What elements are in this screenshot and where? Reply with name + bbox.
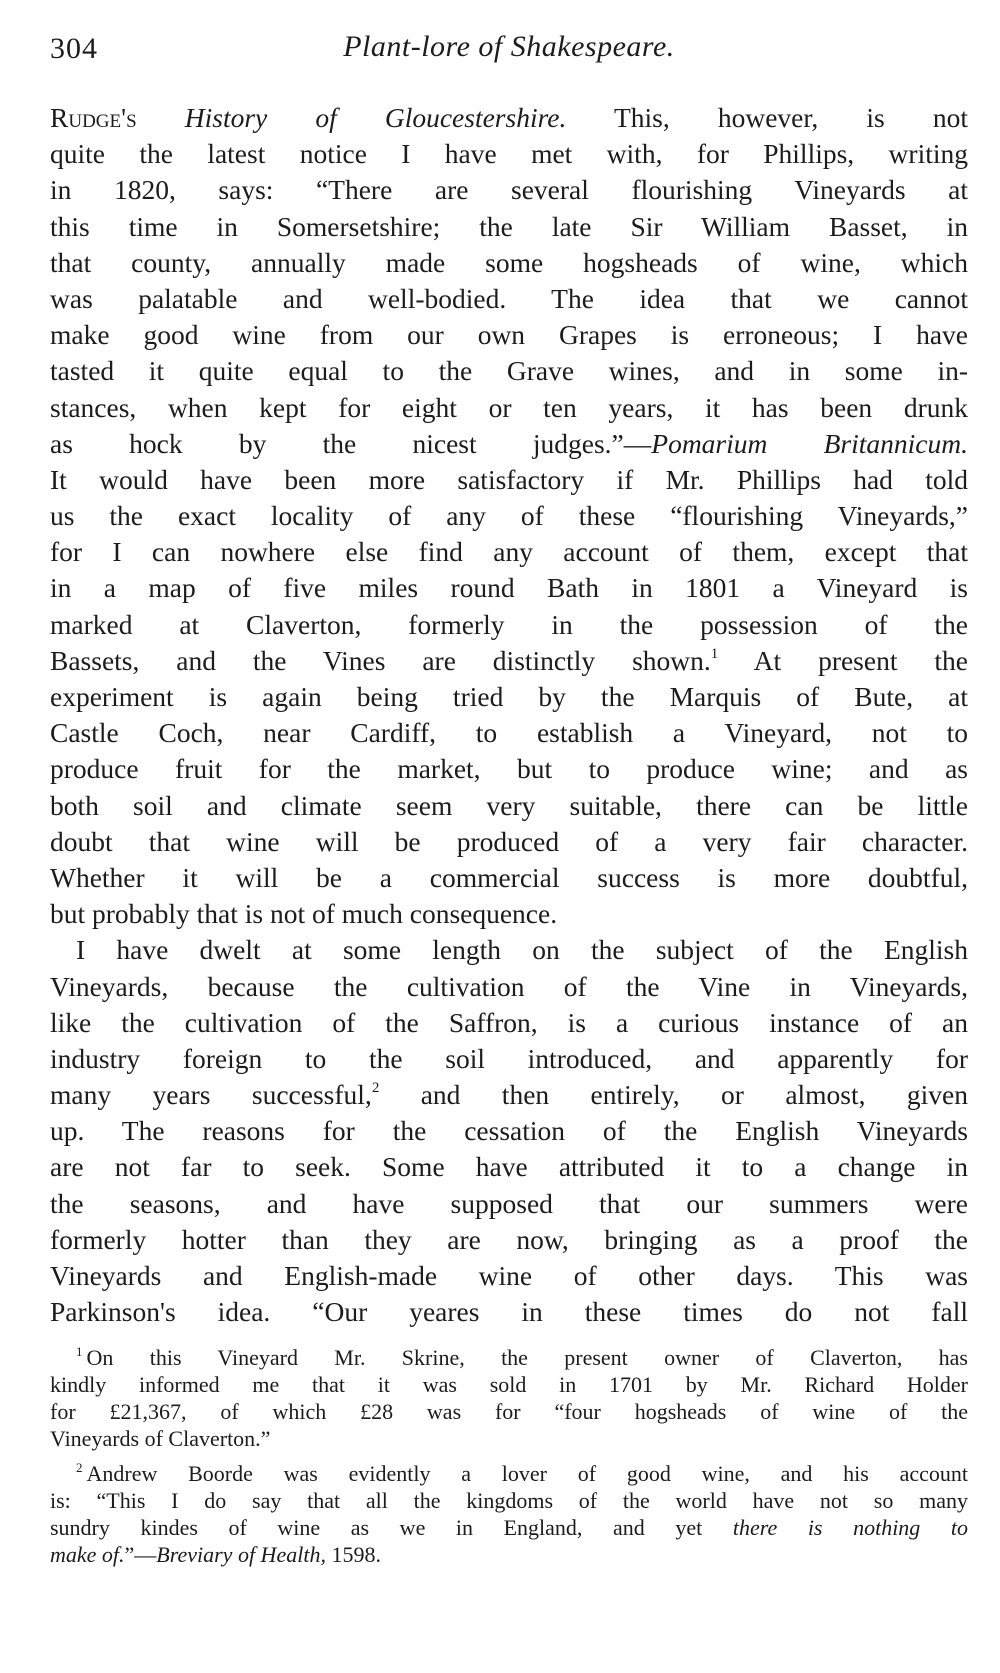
text-line: experiment is again being tried by the Marquis of Bute, at (50, 681, 968, 712)
footnote-line: $^1$ On this Vineyard Mr. Skrine, the present owner of Claverton, has (76, 1344, 968, 1371)
text-line: Castle Coch, near Cardiff, to establish a Vineyard, not to (50, 717, 968, 749)
text-line: was palatable and well-bodied. The idea that we cannot (50, 282, 968, 314)
text-line: many years successful,$^2$ and then entirely, or almost, given (50, 1079, 969, 1111)
running-head (50, 30, 968, 82)
text-line: doubt that wine will be produced of a very fair character. (50, 825, 968, 857)
running-title: Plant-lore of Shakespeare. (343, 30, 675, 63)
text-line: in 1820, says: “There are several flourishing Vineyards at (50, 174, 968, 206)
footnote-line: for £21,367, of which £28 was for “four hogsheads of wine of the (50, 1399, 968, 1425)
text-line: this time in Somersetshire; the late Sir William Basset, in (50, 210, 968, 242)
footnote-mark: 1 (76, 1344, 83, 1360)
book-title: Pomarium Britannicum. (651, 427, 968, 459)
paragraph-2 (50, 932, 968, 1330)
author-name: Rudge's (50, 102, 137, 133)
footnote-line: $^2$ Andrew Boorde was evidently a lover of good wine, and his account (76, 1460, 968, 1487)
text-line: industry foreign to the soil introduced, and apparently for (50, 1042, 968, 1074)
footnote-ref-2: 2 (371, 1080, 380, 1097)
text-line: are not far to seek. Some have attributed it to a change in (50, 1151, 968, 1183)
text-line: Bassets, and the Vines are distinctly shown.$^1$ At present the (50, 644, 968, 676)
text-line: up. The reasons for the cessation of the English Vineyards (50, 1115, 968, 1147)
footnote-2 (50, 1460, 968, 1568)
text-line: for I can nowhere else find any account of them, except that (50, 536, 968, 568)
paragraph-1 (50, 100, 968, 932)
text-line: formerly hotter than they are now, bringing as a proof the (50, 1223, 968, 1255)
text-line: I have dwelt at some length on the subject of the English (76, 934, 968, 966)
text-line: that county, annually made some hogsheads of wine, which (50, 246, 968, 278)
book-title: Breviary of Health, (156, 1542, 326, 1568)
footnote-mark: 2 (76, 1460, 83, 1476)
footnotes (50, 1344, 968, 1568)
footnote-line: Vineyards of Claverton.” (50, 1426, 271, 1452)
text-line: but probably that is not of much consequence. (50, 898, 558, 930)
footnote-line: is: “This I do say that all the kingdoms of the world have not so many (50, 1488, 968, 1514)
text-line: Rudge's History of Gloucestershire. This, however, is not (50, 102, 968, 133)
text-line: Parkinson's idea. “Our yeares in these times do not fall (50, 1296, 968, 1328)
text-line: It would have been more satisfactory if Mr. Phillips had told (50, 463, 968, 495)
text-line: marked at Claverton, formerly in the possession of the (50, 608, 968, 640)
footnote-ref-1: 1 (710, 645, 719, 662)
text-line: quite the latest notice I have met with, for Phillips, writing (50, 138, 968, 170)
footnote-line: kindly informed me that it was sold in 1701 by Mr. Richard Holder (50, 1372, 968, 1398)
text-line: like the cultivation of the Saffron, is a curious instance of an (50, 1006, 968, 1038)
text-line: tasted it quite equal to the Grave wines, and in some in- (50, 355, 968, 387)
text-line: produce fruit for the market, but to produce wine; and as (50, 753, 968, 785)
text-line: Vineyards and English-made wine of other days. This was (50, 1260, 968, 1291)
body-text (50, 100, 968, 1330)
footnote-1 (50, 1344, 968, 1452)
page-number: 304 (50, 32, 98, 65)
footnote-gap (50, 1452, 968, 1460)
text-line: us the exact locality of any of these “flourishing Vineyards,” (50, 500, 968, 532)
text-line: the seasons, and have supposed that our summers were (50, 1187, 968, 1219)
text-line: make good wine from our own Grapes is erroneous; I have (50, 319, 968, 351)
text-line: in a map of five miles round Bath in 1801 a Vineyard is (50, 572, 968, 604)
footnote-line: sundry kindes of wine as we in England, and yet there is nothing to (50, 1515, 969, 1541)
book-title: History of Gloucestershire. (184, 102, 567, 133)
text-line: Whether it will be a commercial success is more doubtful, (50, 861, 968, 893)
text-line: as hock by the nicest judges.”—Pomarium Britannicum. (50, 427, 968, 459)
text-line: Vineyards, because the cultivation of the Vine in Vineyards, (50, 970, 968, 1002)
book-page (50, 30, 968, 1568)
footnote-line: make of.”—Breviary of Health, 1598. (50, 1542, 381, 1568)
text-line: both soil and climate seem very suitable, there can be little (50, 789, 968, 821)
text-line: stances, when kept for eight or ten years, it has been drunk (50, 391, 968, 423)
